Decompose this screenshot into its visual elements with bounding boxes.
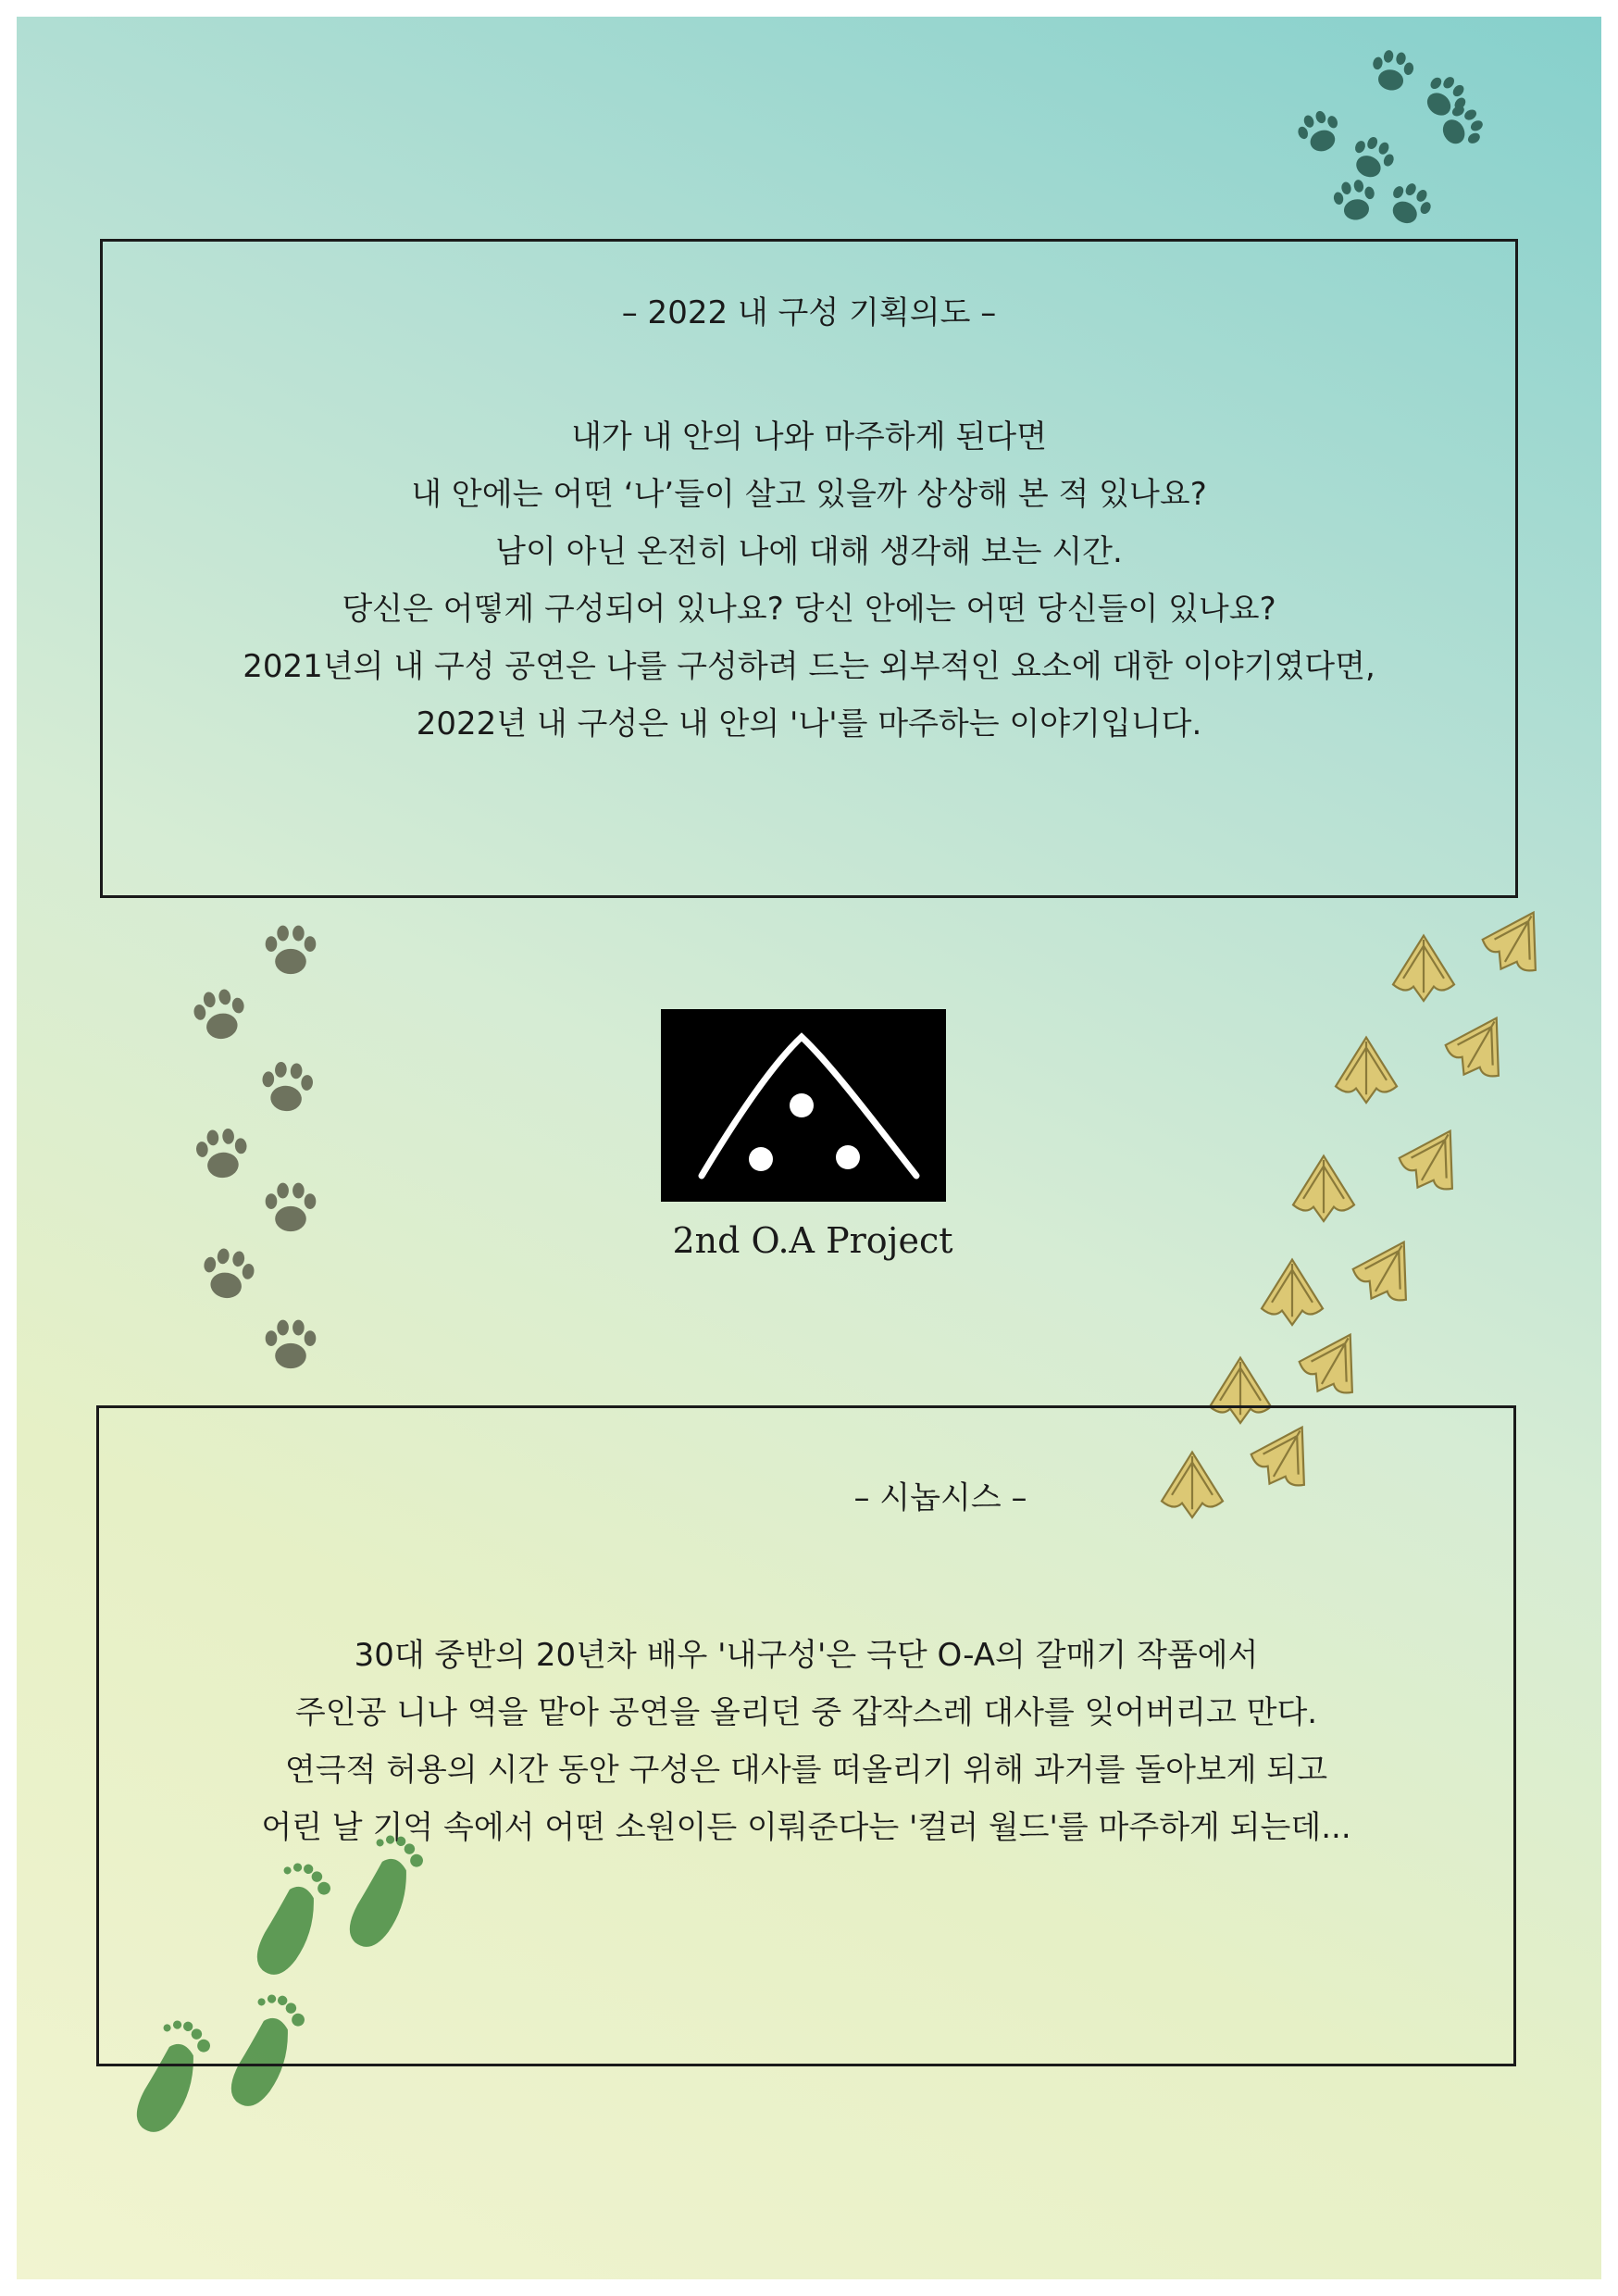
- synopsis-line: 주인공 니나 역을 맡아 공연을 올리던 중 갑작스레 대사를 잊어버리고 만다.: [294, 1694, 1318, 1731]
- oa-project-logo: [661, 1009, 946, 1202]
- paw-print-icon: [199, 1245, 257, 1302]
- bird-track-icon: [1262, 1260, 1323, 1325]
- poster-page: [17, 17, 1601, 2279]
- intent-line: 2021년의 내 구성 공연은 나를 구성하려 드는 외부적인 요소에 대한 이야기였다면,: [243, 648, 1375, 685]
- bird-track-icon: [1345, 1227, 1430, 1314]
- paw-print-icon: [266, 1183, 317, 1232]
- intent-line: 당신은 어떻게 구성되어 있나요? 당신 안에는 어떤 당신들이 있나요?: [342, 591, 1276, 628]
- bird-track-icon: [1475, 897, 1560, 984]
- synopsis-line: 어린 날 기억 속에서 어떤 소원이든 이뤄준다는 '컬러 월드'를 마주하게 되는데...: [261, 1809, 1351, 1846]
- synopsis-heading: – 시놉시스 –: [853, 1479, 1027, 1516]
- paw-print-icon: [191, 986, 249, 1042]
- paw-print-icon: [266, 1320, 317, 1369]
- paw-print-icon: [266, 926, 317, 975]
- planning-intent-heading: – 2022 내 구성 기획의도 –: [621, 294, 997, 331]
- intent-line: 2022년 내 구성은 내 안의 '나'를 마주하는 이야기입니다.: [416, 705, 1202, 742]
- paw-print-icon: [1346, 131, 1400, 184]
- planning-intent-text: [103, 408, 1515, 753]
- paw-print-icon: [1369, 48, 1416, 94]
- planning-intent-box: [100, 239, 1518, 898]
- bird-track-icon: [1291, 1319, 1376, 1406]
- logo-caption: 2nd O.A Project: [672, 1220, 953, 1261]
- intent-line: 내가 내 안의 나와 마주하게 된다면: [571, 418, 1047, 455]
- paw-print-icon: [260, 1060, 315, 1113]
- synopsis-line: 30대 중반의 20년차 배우 '내구성'은 극단 O-A의 갈매기 작품에서: [354, 1637, 1259, 1674]
- paw-print-icon: [194, 1127, 249, 1179]
- mountain-dots-icon: [661, 1009, 946, 1202]
- synopsis-text: [99, 1627, 1513, 1856]
- bird-track-icon: [1391, 1116, 1476, 1203]
- intent-line: 내 안에는 어떤 ‘나’들이 살고 있을까 상상해 본 적 있나요?: [411, 476, 1207, 513]
- synopsis-line: 연극적 허용의 시간 동안 구성은 대사를 떠올리기 위해 과거를 돌아보게 되고: [284, 1752, 1328, 1789]
- bird-track-icon: [1336, 1038, 1397, 1103]
- intent-line: 남이 아닌 온전히 나에 대해 생각해 보는 시간.: [495, 533, 1123, 570]
- paw-print-icon: [1293, 106, 1345, 157]
- paw-print-icon: [1382, 177, 1438, 231]
- bird-track-icon: [1438, 1003, 1523, 1090]
- bird-track-icon: [1293, 1156, 1354, 1221]
- bird-track-icon: [1393, 936, 1454, 1001]
- synopsis-box: [96, 1405, 1516, 2066]
- paw-print-icon: [1331, 178, 1378, 224]
